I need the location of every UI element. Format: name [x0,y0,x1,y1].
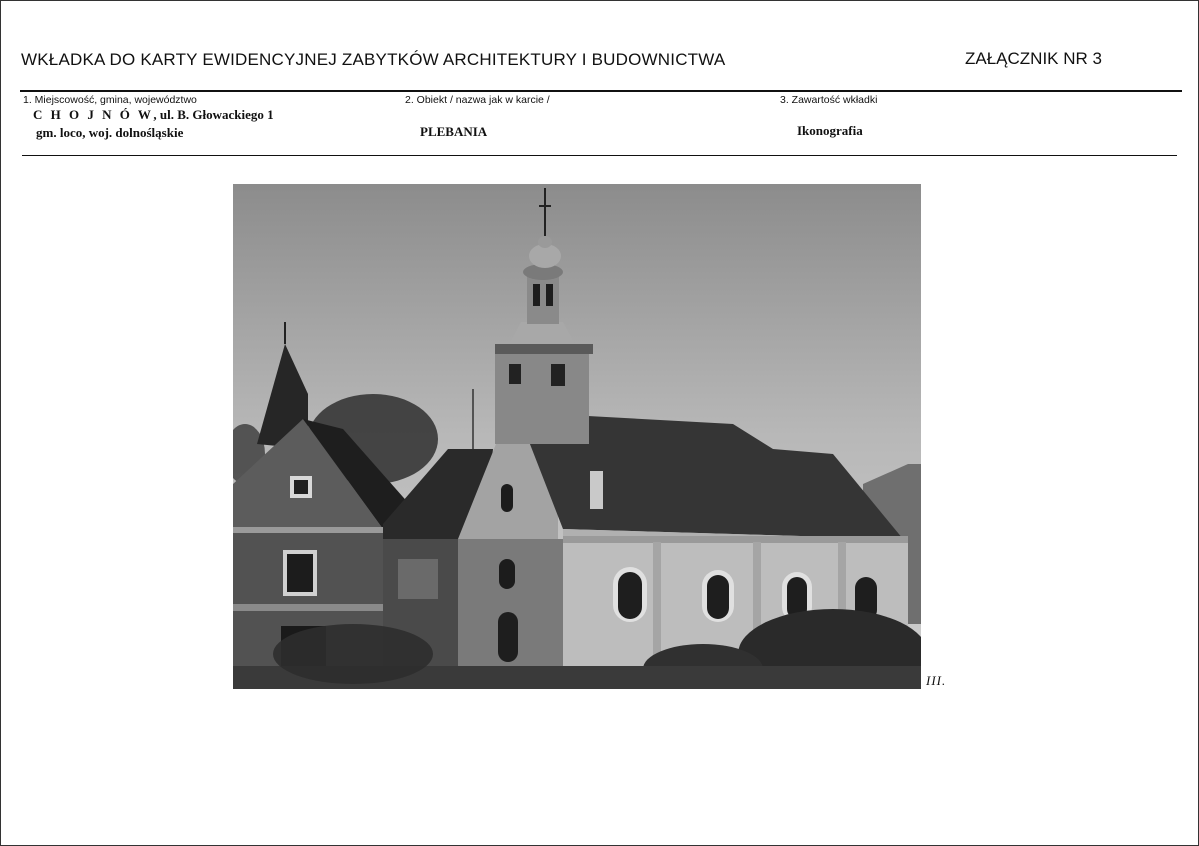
illustration-number: III. [926,673,947,688]
church-photo-image [233,184,921,689]
location-town: C H O J N Ó W [33,107,154,122]
fields-divider [22,155,1177,156]
location-address [33,107,274,123]
location-municipality: gm. loco, woj. dolnośląskie [36,125,184,140]
location-caption: 1. Miejscowość, gmina, województwo [23,94,197,106]
document-title: WKŁADKA DO KARTY EWIDENCYJNEJ ZABYTKÓW ARCHITEKTURY I BUDOWNICTWA [21,50,726,69]
object-caption: 2. Obiekt / nazwa jak w karcie / [405,94,550,106]
object-name: PLEBANIA [420,124,488,139]
location-street: , ul. B. Głowackiego 1 [153,107,274,122]
historic-photograph [233,184,921,689]
header-divider [20,90,1182,92]
contents-value: Ikonografia [797,123,863,138]
annex-number: ZAŁĄCZNIK NR 3 [965,49,1102,68]
contents-caption: 3. Zawartość wkładki [780,94,878,106]
